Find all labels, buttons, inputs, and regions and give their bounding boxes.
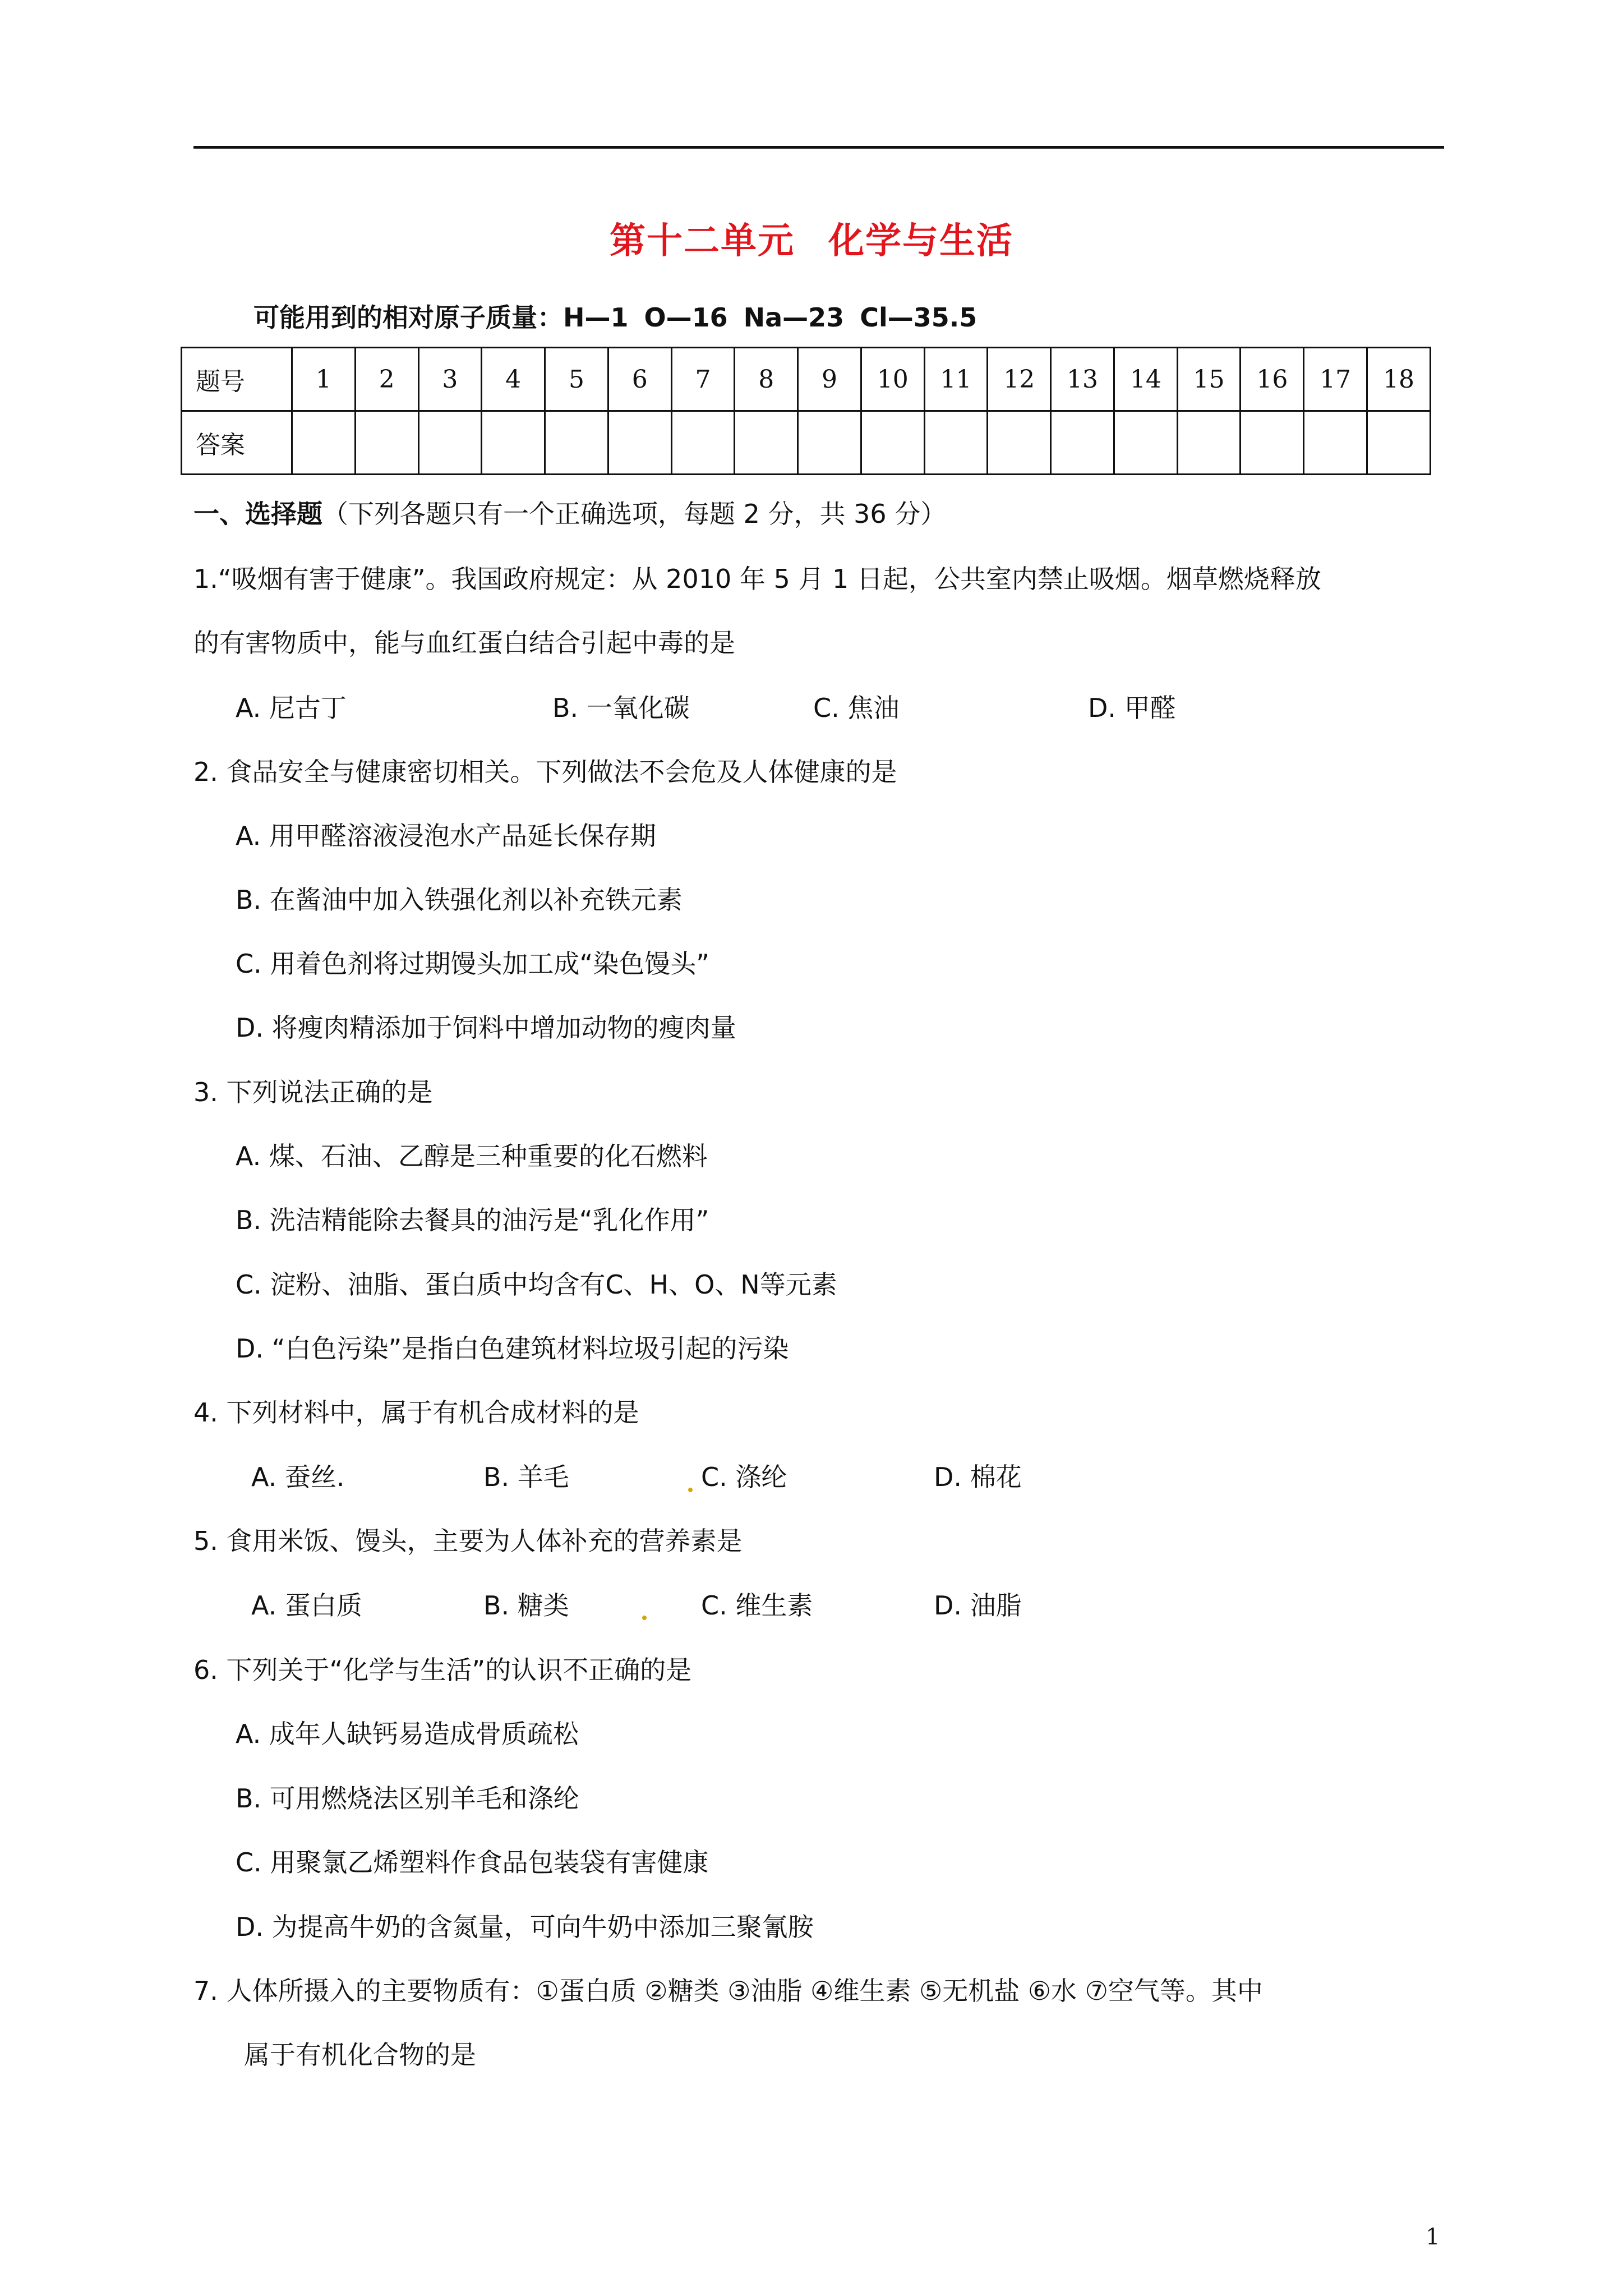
- q2-option-a: A. 用甲醛溶液浸泡水产品延长保存期: [236, 821, 656, 851]
- question-number: 9: [798, 348, 861, 411]
- atomic-masses: [253, 297, 977, 334]
- answer-cell[interactable]: [735, 411, 798, 475]
- number-row: [182, 348, 1431, 411]
- q6-option-a: A. 成年人缺钙易造成骨质疏松: [236, 1719, 579, 1749]
- question-number: 16: [1241, 348, 1304, 411]
- q1-option-c: C. 焦油: [813, 693, 900, 723]
- answer-cell[interactable]: [355, 411, 418, 475]
- speck-mark: [642, 1616, 647, 1620]
- page-title: [0, 212, 1623, 264]
- q6-option-c: C. 用聚氯乙烯塑料作食品包装袋有害健康: [236, 1847, 709, 1878]
- section-note: （下列各题只有一个正确选项，每题 2 分，共 36 分）: [322, 499, 947, 529]
- q4-option-d: D. 棉花: [934, 1462, 1022, 1492]
- q3-option-c: C. 淀粉、油脂、蛋白质中均含有C、H、O、N等元素: [236, 1269, 837, 1300]
- masses-label: 可能用到的相对原子质量：: [253, 302, 563, 333]
- answer-cell[interactable]: [545, 411, 608, 475]
- q3-option-d: D. “白色污染”是指白色建筑材料垃圾引起的污染: [236, 1333, 789, 1364]
- answer-cell[interactable]: [1367, 411, 1431, 475]
- q4-stem: 4. 下列材料中，属于有机合成材料的是: [193, 1397, 639, 1428]
- number-row-head: 题号: [182, 348, 292, 411]
- q5-stem: 5. 食用米饭、馒头，主要为人体补充的营养素是: [193, 1526, 743, 1556]
- q2-option-d: D. 将瘦肉精添加于饲料中增加动物的瘦肉量: [236, 1013, 736, 1043]
- q1-stem-line2: 的有害物质中，能与血红蛋白结合引起中毒的是: [193, 628, 735, 658]
- title-topic: 化学与生活: [828, 220, 1013, 262]
- question-number: 2: [355, 348, 418, 411]
- question-number: 15: [1177, 348, 1241, 411]
- answer-cell[interactable]: [1241, 411, 1304, 475]
- answer-cell[interactable]: [1051, 411, 1114, 475]
- answer-cell[interactable]: [292, 411, 356, 475]
- q5-option-c: C. 维生素: [701, 1590, 813, 1621]
- answer-table: [181, 347, 1431, 475]
- question-number: 4: [482, 348, 545, 411]
- answer-cell[interactable]: [418, 411, 482, 475]
- q7-stem-line1: 7. 人体所摄入的主要物质有：①蛋白质 ②糖类 ③油脂 ④维生素 ⑤无机盐 ⑥水 ⑦空气等。其中: [193, 1976, 1263, 2006]
- question-number: 12: [988, 348, 1051, 411]
- q6-stem: 6. 下列关于“化学与生活”的认识不正确的是: [193, 1655, 692, 1685]
- answer-row-head: 答案: [182, 411, 292, 475]
- answer-cell[interactable]: [482, 411, 545, 475]
- question-number: 17: [1304, 348, 1367, 411]
- q1-option-d: D. 甲醛: [1088, 693, 1176, 723]
- q2-option-c: C. 用着色剂将过期馒头加工成“染色馒头”: [236, 949, 710, 979]
- q5-options: [0, 1589, 1623, 1622]
- mass-o: O—16: [644, 302, 728, 333]
- q4-options: [0, 1460, 1623, 1494]
- speck-mark: [688, 1488, 693, 1492]
- q1-option-a: A. 尼古丁: [236, 693, 347, 723]
- answer-cell[interactable]: [988, 411, 1051, 475]
- q6-option-b: B. 可用燃烧法区别羊毛和涤纶: [236, 1783, 579, 1814]
- q3-option-a: A. 煤、石油、乙醇是三种重要的化石燃料: [236, 1141, 708, 1171]
- answer-cell[interactable]: [861, 411, 924, 475]
- question-number: 3: [418, 348, 482, 411]
- answer-cell[interactable]: [924, 411, 988, 475]
- question-number: 14: [1114, 348, 1177, 411]
- answer-cell[interactable]: [608, 411, 671, 475]
- question-number: 5: [545, 348, 608, 411]
- q3-option-b: B. 洗洁精能除去餐具的油污是“乳化作用”: [236, 1205, 709, 1235]
- q1-option-b: B. 一氧化碳: [552, 693, 690, 723]
- q5-option-d: D. 油脂: [934, 1590, 1022, 1621]
- q7-stem-line2: 属于有机化合物的是: [244, 2040, 476, 2070]
- page-number: 1: [1426, 2224, 1440, 2250]
- section-title: 一、选择题: [193, 499, 322, 529]
- q4-option-b: B. 羊毛: [483, 1462, 569, 1492]
- answer-cell[interactable]: [798, 411, 861, 475]
- q5-option-a: A. 蛋白质: [251, 1590, 362, 1621]
- q1-options: [0, 691, 1623, 725]
- question-number: 1: [292, 348, 356, 411]
- q4-option-c: C. 涤纶: [701, 1462, 787, 1492]
- q2-option-b: B. 在酱油中加入铁强化剂以补充铁元素: [236, 885, 683, 915]
- answer-cell[interactable]: [671, 411, 735, 475]
- title-unit: 第十二单元: [610, 220, 795, 262]
- answer-row: [182, 411, 1431, 475]
- question-number: 18: [1367, 348, 1431, 411]
- question-number: 7: [671, 348, 735, 411]
- top-rule: [193, 146, 1444, 149]
- answer-cell[interactable]: [1177, 411, 1241, 475]
- question-number: 8: [735, 348, 798, 411]
- section-heading: [193, 494, 946, 531]
- q2-stem: 2. 食品安全与健康密切相关。下列做法不会危及人体健康的是: [193, 757, 897, 787]
- question-number: 6: [608, 348, 671, 411]
- mass-na: Na—23: [743, 302, 845, 333]
- q4-option-a: A. 蚕丝.: [251, 1462, 345, 1492]
- answer-cell[interactable]: [1114, 411, 1177, 475]
- q3-stem: 3. 下列说法正确的是: [193, 1077, 433, 1107]
- answer-cell[interactable]: [1304, 411, 1367, 475]
- q6-option-d: D. 为提高牛奶的含氮量，可向牛奶中添加三聚氰胺: [236, 1912, 814, 1942]
- mass-cl: Cl—35.5: [860, 302, 978, 333]
- q5-option-b: B. 糖类: [483, 1590, 569, 1621]
- question-number: 11: [924, 348, 988, 411]
- question-number: 10: [861, 348, 924, 411]
- question-number: 13: [1051, 348, 1114, 411]
- mass-h: H—1: [563, 302, 629, 333]
- q1-stem-line1: 1.“吸烟有害于健康”。我国政府规定：从 2010 年 5 月 1 日起，公共室内禁止吸烟。烟草燃烧释放: [193, 564, 1321, 594]
